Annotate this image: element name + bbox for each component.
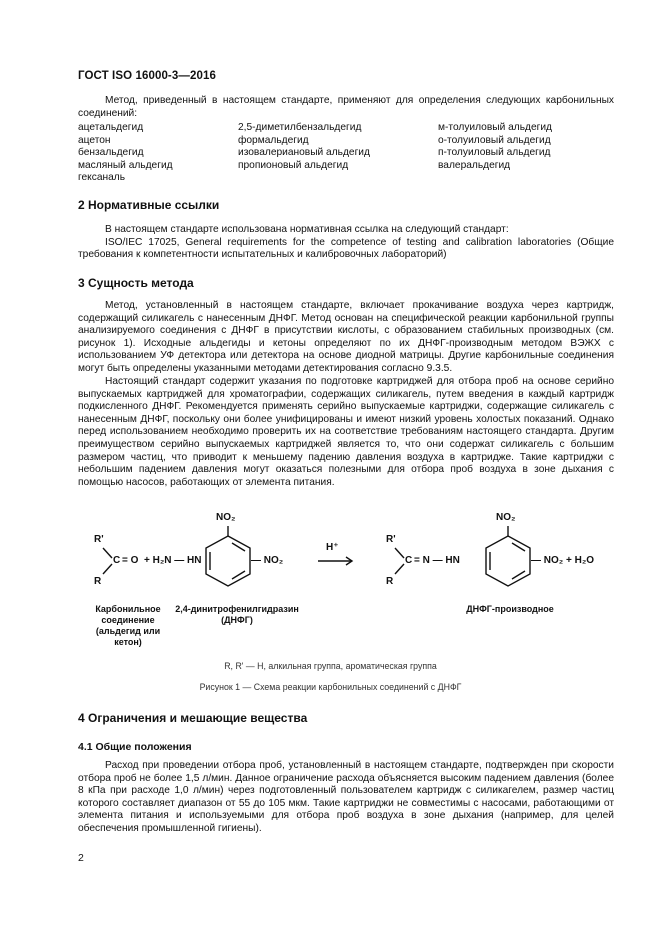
hydrazone-label: = N — HN xyxy=(414,555,460,566)
r-label-product: R xyxy=(386,576,394,587)
label-dnph: 2,4-динитрофенилгидразин (ДНФГ) xyxy=(175,604,299,625)
benzene-ring-2 xyxy=(486,536,530,586)
carbonyl-oxygen-label: = O xyxy=(122,555,139,566)
figure-caption: Рисунок 1 — Схема реакции карбонильных соединений с ДНФГ xyxy=(199,682,462,692)
compound-item: масляный альдегид xyxy=(78,159,173,171)
document-header: ГОСТ ISO 16000-3—2016 xyxy=(78,70,216,82)
compound-item: 2,5-диметилбензальдегид xyxy=(238,122,362,133)
bond-line xyxy=(103,548,112,558)
compound-item: о-толуиловый альдегид xyxy=(438,134,551,146)
nitro-group-right-1: — NO₂ xyxy=(251,555,284,566)
r-prime-label: R' xyxy=(94,534,104,545)
section-2-paragraph-1: В настоящем стандарте использована нормативная ссылка на следующий стандарт: xyxy=(105,224,509,235)
nitro-water-label: — NO₂ + H₂O xyxy=(531,555,595,566)
section-3-paragraph-1: Метод, установленный в настоящем стандарте, включает прокачивание воздуха через картридж, содержащий силикагель с нанесенным ДНФГ. Метод основан на специфической реакции карбонильной группы анализируемого соединения с ДНФГ в присутствии кислоты, с образованием стабильных производных (см. рисунок 1). Исходные альдегиды и кетоны определяют по их ДНФГ-производным методом ВЭЖХ с использованием УФ детектора или детектора на основе диодной матрицы. Другие карбонильные соединения могут быть определены указанными методами детектирования согласно 9.3.5. xyxy=(78,300,614,374)
r-label: R xyxy=(94,576,102,587)
compound-item: изовалериановый альдегид xyxy=(238,147,370,159)
r-prime-label-product: R' xyxy=(386,534,396,545)
carbon-label: C xyxy=(113,555,121,566)
compound-column-3 xyxy=(438,122,552,172)
bond-line xyxy=(395,548,404,558)
nitro-group-top-2: NO₂ xyxy=(496,512,516,523)
figure-legend: R, R' — H, алкильная группа, ароматическая группа xyxy=(224,661,437,671)
carbon-label-product: C xyxy=(405,555,413,566)
section-3-paragraph-2: Настоящий стандарт содержит указания по подготовке картриджей для отбора проб на основе серийно выпускаемых картриджей для хроматографии, содержащих силикагель, путем введения в каждый картридж подкисленного ДНФГ. Рекомендуется применять серийно выпускаемые картриджи, содержащие силикагель с нанесенным ДНФГ, поскольку они более унифицированы и имеют низкий уровень холостых показаний. Однако перед использованием необходимо проверить их на соответствие требованиям настоящего стандарта. Другим преимуществом серийно выпускаемых картриджей является то, что они содержат силикагель с большим размером частиц, что приводит к меньшему падению давления воздуха в картридже. Такие картриджи с небольшим падением давления могут оказаться полезными для отбора проб воздуха в зоне дыхания с помощью насосов, работающих от элемента питания. xyxy=(78,376,614,488)
section-4-title: 4 Ограничения и мешающие вещества xyxy=(78,711,308,725)
compound-column-1 xyxy=(78,122,173,185)
section-2-paragraph-2: ISO/IEC 17025, General requirements for the competence of testing and calibration laboratories (Общие требования к компетентности испытательных и калибровочных лабораторий) xyxy=(78,236,614,261)
page-number: 2 xyxy=(78,852,84,864)
hydrazine-label: + H₂N — HN xyxy=(144,555,202,566)
nitro-group-top-1: NO₂ xyxy=(216,512,236,523)
section-2-title: 2 Нормативные ссылки xyxy=(78,198,220,212)
compound-item: гексаналь xyxy=(78,172,126,184)
intro-paragraph: Метод, приведенный в настоящем стандарте, применяют для определения следующих карбонильных соединений: xyxy=(78,95,614,119)
benzene-ring-1 xyxy=(206,536,250,586)
acid-catalyst-label: H⁺ xyxy=(326,542,339,553)
bond-line xyxy=(103,564,112,574)
compound-item: п-толуиловый альдегид xyxy=(438,147,551,159)
section-3-title: 3 Сущность метода xyxy=(78,276,194,290)
compound-item: формальдегид xyxy=(238,134,309,146)
compound-item: м-толуиловый альдегид xyxy=(438,122,552,133)
bond-line xyxy=(395,564,404,574)
section-4-1-title: 4.1 Общие положения xyxy=(78,741,192,753)
label-dnph-derivative: ДНФГ-производное xyxy=(466,604,554,614)
compound-item: ацетальдегид xyxy=(78,122,144,133)
label-carbonyl-compound: Карбонильное соединение (альдегид или кетон) xyxy=(95,604,161,647)
compound-item: пропионовый альдегид xyxy=(238,159,349,171)
section-4-paragraph-1: Расход при проведении отбора проб, установленный в настоящем стандарте, подтвержден при скорости отбора проб не более 1,5 л/мин. Данное ограничение расхода объясняется высоким падением давления (более 8 кПа при расходе 1,0 л/мин) через подготовленный пользователем картридж с силикагелем, размер частиц которого составляет диапазон от 55 до 105 мкм. Такие картриджи не совместимы с насосами, работающими от элемента питания и используемыми для отбора проб воздуха в зоне дыхания (например, для целей обеспечения промышленной гигиены). xyxy=(78,760,614,834)
reaction-scheme xyxy=(0,506,661,656)
compound-item: ацетон xyxy=(78,134,111,146)
compound-item: валеральдегид xyxy=(438,159,511,171)
compound-item: бензальдегид xyxy=(78,147,144,159)
compound-column-2 xyxy=(238,122,370,172)
